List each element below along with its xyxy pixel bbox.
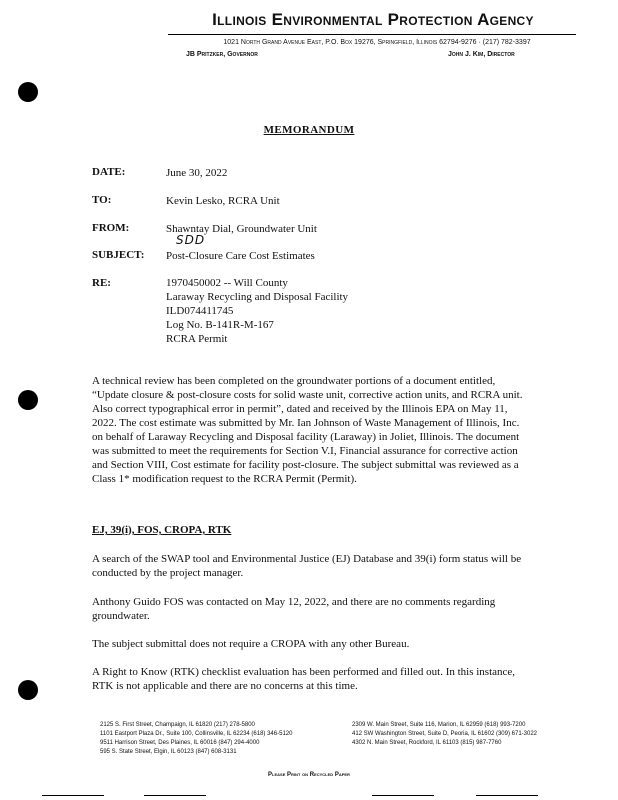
office-address: 2309 W. Main Street, Suite 116, Marion, IL 62959 (618) 993-7200 (352, 722, 526, 728)
page-edge-rule (476, 795, 538, 796)
date-value: June 30, 2022 (166, 167, 228, 179)
to-label: TO: (92, 194, 112, 206)
office-address: 4302 N. Main Street, Rockford, IL 61103 (815) 987-7760 (352, 740, 502, 746)
memo-title: MEMORANDUM (263, 124, 355, 136)
punch-hole-bottom (18, 680, 38, 700)
page-edge-rule (42, 795, 104, 796)
letterhead-rule (168, 34, 576, 35)
re-block (166, 276, 348, 346)
ej-paragraph: A search of the SWAP tool and Environmental Justice (EJ) Database and 39(i) form status will be conducted by the project manager. (92, 553, 522, 579)
fos-paragraph: Anthony Guido FOS was contacted on May 12, 2022, and there are no comments regarding groundwater. (92, 596, 496, 622)
agency-name: Illinois Environmental Protection Agency (212, 10, 534, 29)
re-label: RE: (92, 277, 111, 289)
re-line: Log No. B-141R-M-167 (166, 319, 274, 331)
subject-label: SUBJECT: (92, 249, 145, 261)
from-value: Shawntay Dial, Groundwater Unit (166, 223, 317, 235)
rtk-paragraph: A Right to Know (RTK) checklist evaluation has been performed and filled out. In this instance, RTK is not applicable and there are no concerns at this time. (92, 666, 516, 692)
cropa-paragraph: The subject submittal does not require a CROPA with any other Bureau. (92, 638, 410, 650)
offices-left (100, 721, 292, 757)
office-address: 1101 Eastport Plaza Dr., Suite 100, Collinsville, IL 62234 (618) 346-5120 (100, 731, 293, 737)
review-paragraph: A technical review has been completed on the groundwater portions of a document entitled, “Update closure & post-closure costs for solid waste unit, corrective action units, and RCRA unit. Also correct typographical error in permit”, dated and received by the Illinois EPA on May 11, 2022. The cost estimate was submitted by Mr. Ian Johnson of Waste Management of Illinois, Inc. on behalf of Laraway Recycling and Disposal facility (Laraway) in Joliet, Illinois. The document was submitted to meet the requirements for Section V.I, Financial assurance for corrective action and Section VIII, Cost estimate for facility post-closure. The subject submittal was reviewed as a Class 1* modification request to the RCRA Permit (Permit). (92, 375, 523, 485)
office-address: 595 S. State Street, Elgin, IL 60123 (847) 608-3131 (100, 749, 237, 755)
re-line: Laraway Recycling and Disposal Facility (166, 291, 349, 303)
to-value: Kevin Lesko, RCRA Unit (166, 195, 280, 207)
office-address: 9511 Harrison Street, Des Plaines, IL 60016 (847) 294-4000 (100, 740, 260, 746)
re-line: ILD074411745 (166, 305, 234, 317)
date-label: DATE: (92, 166, 126, 178)
subject-value: Post-Closure Care Cost Estimates (166, 250, 315, 262)
page-edge-rule (144, 795, 206, 796)
section-heading: EJ, 39(i), FOS, CROPA, RTK (92, 524, 232, 536)
page-edge-rule (372, 795, 434, 796)
agency-address: 1021 North Grand Avenue East, P.O. Box 19276, Springfield, Illinois 62794-9276 · (217) 782-3397 (223, 39, 531, 46)
punch-hole-top (18, 82, 38, 102)
handwritten-initials: SDD (176, 233, 206, 247)
governor-name: JB Pritzker, Governor (186, 51, 258, 58)
offices-right (352, 721, 537, 748)
from-label: FROM: (92, 222, 130, 234)
office-address: 2125 S. First Street, Champaign, IL 61820 (217) 278-5800 (100, 722, 255, 728)
director-name: John J. Kim, Director (448, 51, 515, 58)
re-line: 1970450002 -- Will County (166, 277, 288, 289)
punch-hole-middle (18, 390, 38, 410)
office-address: 412 SW Washington Street, Suite D, Peoria, IL 61602 (309) 671-3022 (352, 731, 537, 737)
recycled-paper-note: Please Print on Recycled Paper (268, 772, 350, 778)
re-line: RCRA Permit (166, 333, 228, 345)
